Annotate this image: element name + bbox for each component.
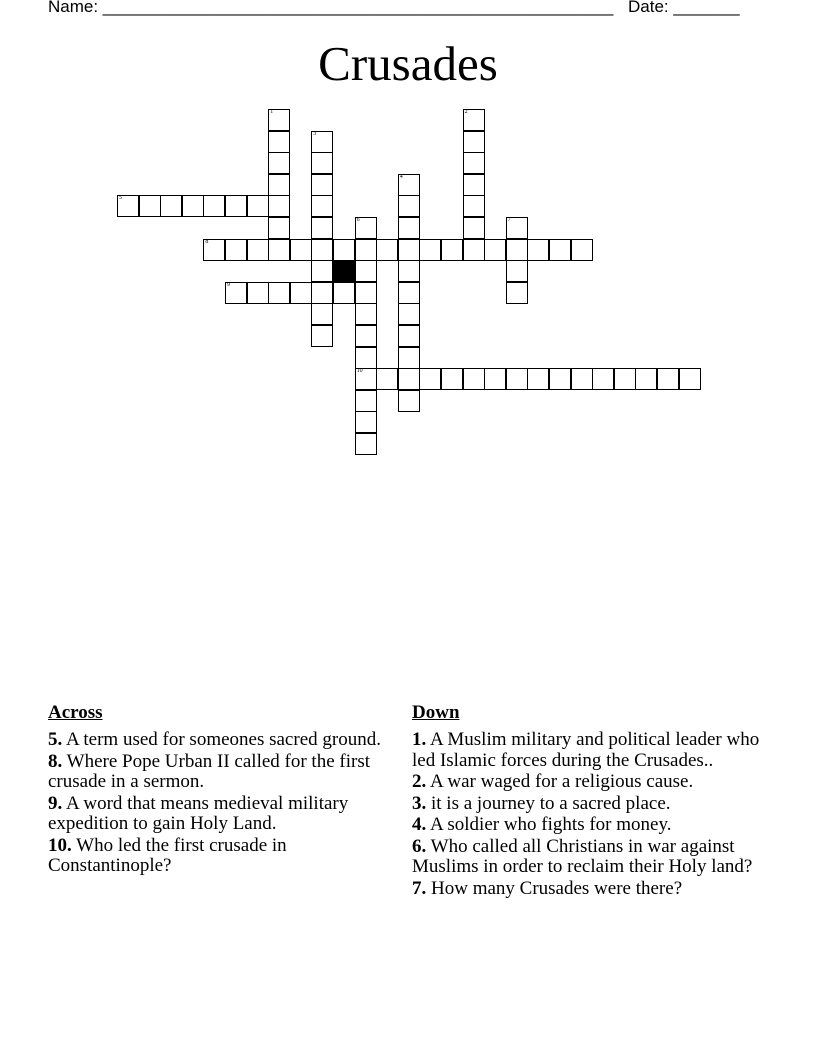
crossword-cell[interactable] [355, 325, 377, 347]
down-clue-list [412, 730, 772, 899]
crossword-cell[interactable] [506, 260, 528, 282]
crossword-cell[interactable] [355, 368, 377, 390]
clue-number-label: 3 [313, 130, 317, 137]
down-clue [412, 794, 772, 815]
across-clue-number: 8. [48, 750, 63, 772]
crossword-cell[interactable] [225, 195, 247, 217]
crossword-cell[interactable] [268, 131, 290, 153]
crossword-cell[interactable] [614, 368, 636, 390]
down-clue-number: 2. [412, 771, 427, 792]
page-title: Crusades [318, 36, 498, 91]
crossword-cell[interactable] [268, 174, 290, 196]
crossword-cell[interactable] [484, 368, 506, 390]
crossword-cell[interactable] [311, 131, 333, 153]
across-clue [48, 836, 388, 877]
crossword-cell[interactable] [355, 347, 377, 369]
crossword-cell[interactable] [441, 239, 463, 261]
crossword-cell[interactable] [679, 368, 701, 390]
crossword-cell[interactable] [398, 303, 420, 325]
clue-number-label: 4 [399, 173, 403, 180]
crossword-cell[interactable] [355, 282, 377, 304]
crossword-cell[interactable] [333, 282, 355, 304]
crossword-cell[interactable] [398, 239, 420, 261]
crossword-grid [0, 0, 816, 470]
across-clue-text: Who led the first crusade in Constantinople? [48, 834, 287, 876]
crossword-cell[interactable] [527, 239, 549, 261]
across-clue-number: 10. [48, 834, 72, 856]
crossword-cell[interactable] [398, 217, 420, 239]
crossword-cell[interactable] [333, 239, 355, 261]
crossword-cell[interactable] [355, 239, 377, 261]
crossword-cell[interactable] [463, 239, 485, 261]
crossword-cell[interactable] [463, 131, 485, 153]
crossword-cell[interactable] [247, 195, 269, 217]
down-clue-number: 3. [412, 792, 427, 814]
down-clue [412, 730, 772, 771]
down-clues [412, 702, 772, 900]
crossword-cell[interactable] [549, 239, 571, 261]
crossword-cell[interactable] [398, 260, 420, 282]
crossword-cell[interactable] [268, 152, 290, 174]
crossword-cell[interactable] [527, 368, 549, 390]
across-clue-number: 9. [48, 792, 63, 814]
crossword-cell[interactable] [506, 239, 528, 261]
crossword-cell[interactable] [203, 195, 225, 217]
crossword-cell[interactable] [355, 433, 377, 455]
down-clue-text: How many Crusades were there? [426, 877, 683, 899]
across-clue-number: 5. [48, 729, 63, 750]
crossword-cell[interactable] [247, 239, 269, 261]
down-clue-text: A soldier who fights for money. [426, 814, 672, 835]
down-clue-number: 7. [412, 877, 427, 899]
crossword-cell[interactable] [268, 109, 290, 131]
crossword-cell[interactable] [311, 239, 333, 261]
crossword-cell[interactable] [398, 390, 420, 412]
down-clue [412, 837, 772, 878]
crossword-cell[interactable] [398, 282, 420, 304]
down-clue-text: A Muslim military and political leader who led Islamic forces during the Crusades.. [412, 729, 760, 771]
across-clue [48, 752, 388, 793]
crossword-cell[interactable] [355, 411, 377, 433]
crossword-cell[interactable] [463, 195, 485, 217]
crossword-cell[interactable] [290, 239, 312, 261]
clue-number-label: 5 [119, 195, 122, 202]
crossword-cell[interactable] [635, 368, 657, 390]
down-clue-number: 6. [412, 835, 427, 857]
crossword-cell[interactable] [419, 239, 441, 261]
clue-number-label: 8 [205, 238, 209, 245]
crossword-cell[interactable] [225, 239, 247, 261]
date-field-label: Date: _______ [628, 0, 740, 16]
crossword-cell[interactable] [549, 368, 571, 390]
across-clue-list [48, 730, 388, 877]
crossword-cell[interactable] [311, 174, 333, 196]
crossword-cell[interactable] [506, 217, 528, 239]
crossword-cell[interactable] [311, 217, 333, 239]
crossword-cell[interactable] [463, 109, 485, 131]
clue-number-label: 2 [464, 109, 468, 115]
down-clue [412, 879, 772, 900]
across-clue [48, 730, 388, 751]
clue-number-label: 10 [356, 368, 363, 375]
crossword-cell[interactable] [419, 368, 441, 390]
crossword-cell[interactable] [376, 368, 398, 390]
down-clue [412, 815, 772, 836]
clue-number-label: 9 [227, 281, 230, 288]
across-clue [48, 794, 388, 835]
crossword-cell[interactable] [139, 195, 161, 217]
clue-number-label: 1 [270, 109, 274, 115]
crossword-cell[interactable] [355, 390, 377, 412]
crossword-cell[interactable] [376, 239, 398, 261]
crossword-cell[interactable] [290, 282, 312, 304]
crossword-cell[interactable] [117, 195, 139, 217]
crossword-cell[interactable] [311, 303, 333, 325]
crossword-cell[interactable] [311, 152, 333, 174]
down-clue-number: 4. [412, 814, 427, 835]
crossword-cell[interactable] [484, 239, 506, 261]
across-heading: Across [48, 702, 103, 723]
crossword-cell[interactable] [203, 239, 225, 261]
crossword-cell[interactable] [571, 239, 593, 261]
crossword-cell[interactable] [311, 195, 333, 217]
clue-number-label: 7 [507, 217, 511, 223]
black-square [333, 260, 355, 282]
down-clue-text: A war waged for a religious cause. [426, 771, 694, 792]
crossword-cell[interactable] [398, 195, 420, 217]
clue-number-label: 6 [356, 217, 360, 223]
down-clue-text: Who called all Christians in war against Muslims in order to reclaim their Holy land? [412, 835, 753, 877]
crossword-cell[interactable] [463, 217, 485, 239]
down-clue-number: 1. [412, 729, 427, 750]
crossword-cell[interactable] [506, 282, 528, 304]
crossword-cell[interactable] [225, 282, 247, 304]
across-clue-text: A word that means medieval military expedition to gain Holy Land. [48, 792, 349, 834]
crossword-cell[interactable] [355, 260, 377, 282]
crossword-cell[interactable] [182, 195, 204, 217]
crossword-cell[interactable] [311, 260, 333, 282]
crossword-cell[interactable] [311, 325, 333, 347]
crossword-cell[interactable] [463, 368, 485, 390]
crossword-cell[interactable] [268, 217, 290, 239]
crossword-cell[interactable] [268, 239, 290, 261]
crossword-cell[interactable] [657, 368, 679, 390]
down-clue-text: it is a journey to a sacred place. [426, 792, 671, 814]
crossword-cell[interactable] [506, 368, 528, 390]
crossword-cell[interactable] [355, 217, 377, 239]
crossword-cell[interactable] [398, 347, 420, 369]
crossword-cell[interactable] [463, 174, 485, 196]
crossword-cell[interactable] [398, 174, 420, 196]
crossword-cell[interactable] [463, 152, 485, 174]
crossword-cell[interactable] [398, 325, 420, 347]
crossword-cell[interactable] [571, 368, 593, 390]
crossword-cell[interactable] [592, 368, 614, 390]
crossword-cell[interactable] [247, 282, 269, 304]
crossword-cell[interactable] [441, 368, 463, 390]
crossword-cell[interactable] [355, 303, 377, 325]
across-clue-text: A term used for someones sacred ground. [62, 729, 381, 750]
crossword-cell[interactable] [311, 282, 333, 304]
crossword-cell[interactable] [160, 195, 182, 217]
crossword-cell[interactable] [268, 282, 290, 304]
across-clue-text: Where Pope Urban II called for the first crusade in a sermon. [48, 750, 370, 792]
across-clues [48, 702, 388, 878]
name-field-label: Name: ______________________________________________________ [48, 0, 614, 16]
down-clue [412, 772, 772, 793]
crossword-cell[interactable] [398, 368, 420, 390]
down-heading: Down [412, 702, 460, 723]
crossword-cell[interactable] [268, 195, 290, 217]
